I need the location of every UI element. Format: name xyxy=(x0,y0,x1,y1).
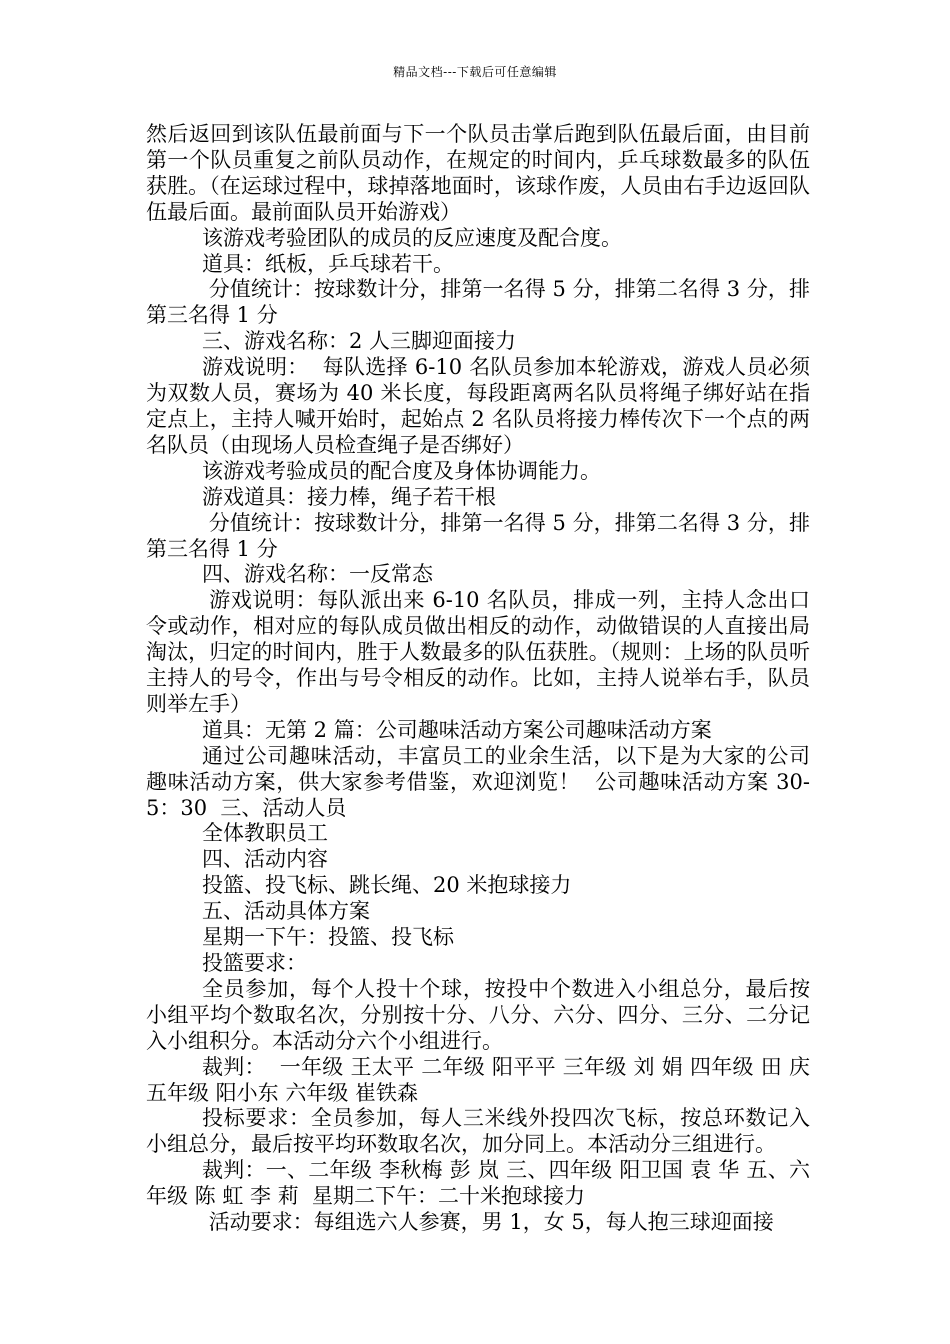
paragraph: 游戏说明： 每队选择 6-10 名队员参加本轮游戏，游戏人员必须为双数人员，赛场为 40 米长度，每段距离两名队员将绳子绑好站在指定点上，主持人喊开始时，起始点 2 名队员将接力棒传次下一个点的两名队员（由现场人员检查绳子是否绑好） xyxy=(146,355,810,457)
paragraph: 投篮要求： xyxy=(202,951,307,975)
paragraph: 该游戏考验成员的配合度及身体协调能力。 xyxy=(202,458,601,483)
paragraph: 游戏道具：接力棒，绳子若干根 xyxy=(202,484,496,509)
paragraph: 投篮、投飞标、跳长绳、20 米抱球接力 xyxy=(202,873,572,898)
paragraph: 分值统计：按球数计分，排第一名得 5 分，排第二名得 3 分，排第三名得 1 分 xyxy=(146,277,810,328)
section-heading: 四、游戏名称：一反常态 xyxy=(202,562,433,587)
paragraph: 全体教职员工 xyxy=(202,821,328,846)
paragraph: 道具：无第 2 篇：公司趣味活动方案公司趣味活动方案 xyxy=(202,717,712,742)
paragraph: 星期一下午：投篮、投飞标 xyxy=(202,925,454,950)
paragraph: 裁判： 一年级 王太平 二年级 阳平平 三年级 刘 娟 四年级 田 庆 五年级 阳小东 六年级 崔铁森 xyxy=(146,1054,817,1105)
paragraph: 分值统计：按球数计分，排第一名得 5 分，排第二名得 3 分，排第三名得 1 分 xyxy=(146,510,810,561)
paragraph: 投标要求：全员参加，每人三米线外投四次飞标，按总环数记入小组总分，最后按平均环数取名次，加分同上。本活动分三组进行。 xyxy=(146,1106,810,1157)
paragraph: 通过公司趣味活动，丰富员工的业余生活，以下是为大家的公司趣味活动方案，供大家参考借鉴，欢迎浏览！ 公司趣味活动方案 30-5：30 三、活动人员 xyxy=(146,743,810,820)
paragraph: 该游戏考验团队的成员的反应速度及配合度。 xyxy=(202,225,622,250)
paragraph: 活动要求：每组选六人参赛，男 1，女 5，每人抱三球迎面接 xyxy=(202,1210,774,1235)
page-header: 精品文档---下载后可任意编辑 xyxy=(393,65,557,79)
section-heading: 四、活动内容 xyxy=(202,847,328,872)
section-heading: 三、游戏名称：2 人三脚迎面接力 xyxy=(202,329,517,354)
section-heading: 五、活动具体方案 xyxy=(202,899,370,924)
paragraph: 然后返回到该队伍最前面与下一个队员击掌后跑到队伍最后面，由目前第一个队员重复之前队员动作，在规定的时间内，乒乓球数最多的队伍获胜。（在运球过程中，球掉落地面时，该球作废，人员由右手边返回队伍最后面。最前面队员开始游戏） xyxy=(146,122,810,224)
document-body xyxy=(146,122,817,1236)
paragraph: 全员参加，每个人投十个球，按投中个数进入小组总分，最后按小组平均个数取名次，分别按十分、八分、六分、四分、三分、二分记入小组积分。本活动分六个小组进行。 xyxy=(146,976,810,1053)
paragraph: 裁判：一、二年级 李秋梅 彭 岚 三、四年级 阳卫国 袁 华 五、六年级 陈 虹 李 莉 星期二下午：二十米抱球接力 xyxy=(146,1158,810,1209)
paragraph: 游戏说明：每队派出来 6-10 名队员，排成一列，主持人念出口令或动作，相对应的每队成员做出相反的动作，动做错误的人直接出局淘汰，归定的时间内，胜于人数最多的队伍获胜。（规则：上场的队员听主持人的号令，作出与号令相反的动作。比如，主持人说举右手，队员则举左手） xyxy=(146,588,810,716)
paragraph: 道具：纸板，乒乓球若干。 xyxy=(202,251,454,276)
